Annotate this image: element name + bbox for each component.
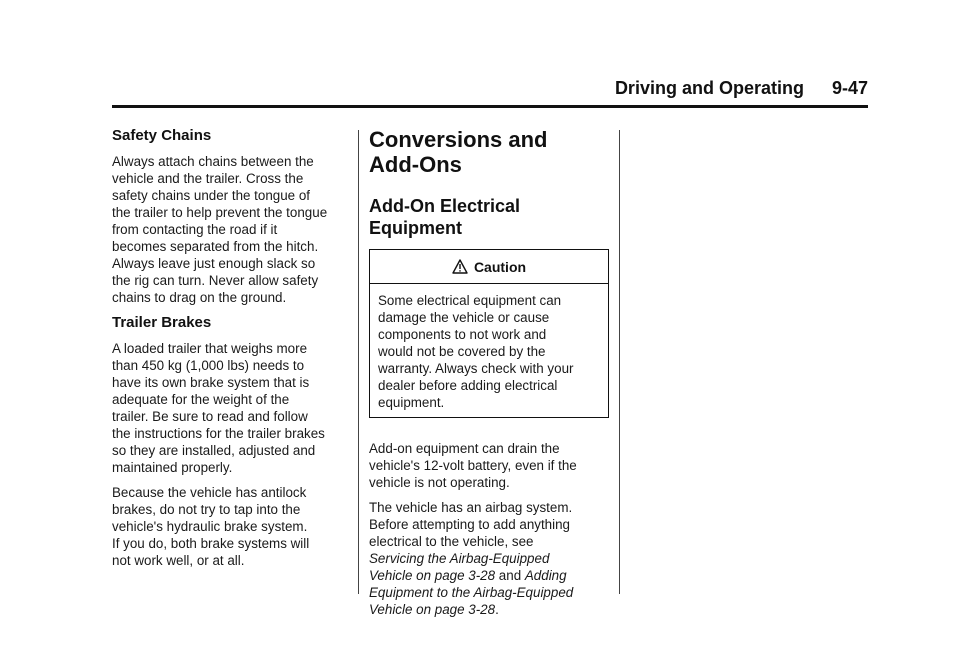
middle-column [369, 127, 609, 626]
text-line: components to not work and [378, 327, 547, 342]
text-line: vehicle's 12-volt battery, even if the [369, 458, 577, 473]
cross-reference-link-1-cont[interactable]: Vehicle on page 3-28 [369, 568, 496, 583]
text-line: Because the vehicle has antilock [112, 485, 307, 500]
text-line: the trailer to help prevent the tongue [112, 205, 328, 220]
text-line: Add-on equipment can drain the [369, 441, 560, 456]
caution-label: Caution [473, 258, 527, 275]
trailer-brakes-heading: Trailer Brakes [112, 314, 212, 331]
section-title [369, 127, 609, 177]
text-line: chains to drag on the ground. [112, 290, 287, 305]
text-line: becomes separated from the hitch. [112, 239, 319, 254]
safety-chains-heading: Safety Chains [112, 127, 212, 144]
caution-header [370, 250, 608, 284]
title-line: Add-On Electrical [369, 196, 521, 216]
text-line: safety chains under the tongue of [112, 188, 311, 203]
caution-text [370, 284, 608, 417]
text-line: vehicle is not operating. [369, 475, 510, 490]
text-line: A loaded trailer that weighs more [112, 341, 308, 356]
text-line: Before attempting to add anything [369, 517, 570, 532]
title-line: Add-Ons [369, 152, 462, 177]
add-on-paragraph-1 [369, 440, 609, 491]
text-line: trailer. Be sure to read and follow [112, 409, 308, 424]
caution-box [369, 249, 609, 418]
text-line: warranty. Always check with your [378, 361, 574, 376]
cross-reference-link-2[interactable]: Adding [524, 568, 567, 583]
text-line: maintained properly. [112, 460, 233, 475]
period: . [495, 602, 499, 617]
connector-text: and [495, 568, 525, 583]
text-line: from contacting the road if it [112, 222, 278, 237]
add-on-paragraph-2 [369, 499, 609, 618]
text-line: the rig can turn. Never allow safety [112, 273, 319, 288]
cross-reference-link-2-cont[interactable]: Equipment to the Airbag-Equipped [369, 585, 574, 600]
page-header [112, 78, 868, 108]
text-line: so they are installed, adjusted and [112, 443, 316, 458]
text-line: would not be covered by the [378, 344, 546, 359]
trailer-brakes-paragraph-2 [112, 484, 350, 569]
text-line: dealer before adding electrical [378, 378, 558, 393]
header-page-number: 9-47 [831, 78, 868, 98]
text-line: electrical to the vehicle, see [369, 534, 534, 549]
text-line: damage the vehicle or cause [378, 310, 550, 325]
subsection-title [369, 195, 609, 239]
text-line: vehicle and the trailer. Cross the [112, 171, 304, 186]
text-line: equipment. [378, 395, 445, 410]
text-line: brakes, do not try to tap into the [112, 502, 301, 517]
cross-reference-link-2-end[interactable]: Vehicle on page 3-28 [369, 602, 496, 617]
text-line: vehicle's hydraulic brake system. [112, 519, 308, 534]
text-line: the instructions for the trailer brakes [112, 426, 325, 441]
text-line: If you do, both brake systems will [112, 536, 310, 551]
text-line: Always attach chains between the [112, 154, 314, 169]
title-line: Equipment [369, 218, 462, 238]
text-line: adequate for the weight of the [112, 392, 290, 407]
title-line: Conversions and [369, 127, 548, 152]
text-line: Always leave just enough slack so [112, 256, 316, 271]
text-line: than 450 kg (1,000 lbs) needs to [112, 358, 305, 373]
column-divider-right [619, 130, 620, 594]
column-divider [358, 130, 359, 594]
text-line: Some electrical equipment can [378, 293, 562, 308]
text-line: not work well, or at all. [112, 553, 245, 568]
left-column [112, 127, 350, 577]
text-line: have its own brake system that is [112, 375, 310, 390]
warning-triangle-icon [452, 259, 468, 274]
trailer-brakes-paragraph-1 [112, 340, 350, 476]
cross-reference-link-1[interactable]: Servicing the Airbag-Equipped [369, 551, 550, 566]
text-line: The vehicle has an airbag system. [369, 500, 573, 515]
header-section-name: Driving and Operating [614, 78, 804, 98]
safety-chains-paragraph [112, 153, 350, 306]
